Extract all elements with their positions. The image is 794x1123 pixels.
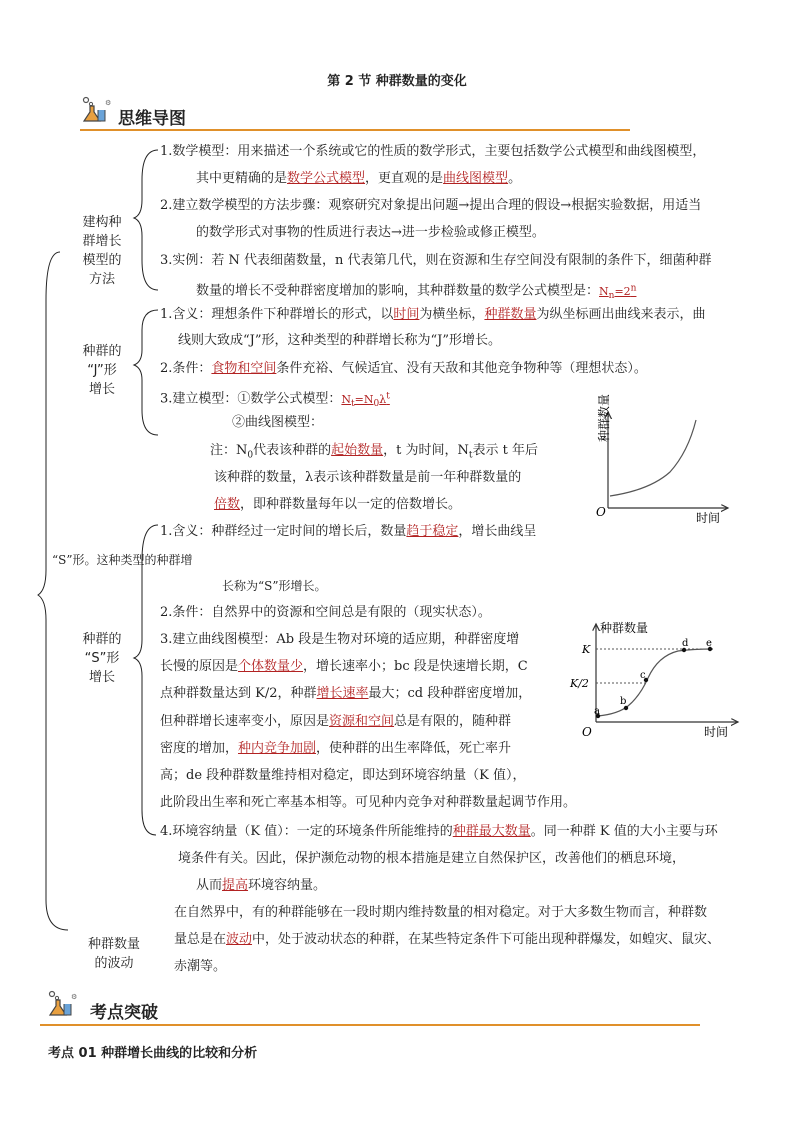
- model-item-1: 1.数学模型：用来描述一个系统或它的性质的数学形式，主要包括数学公式模型和曲线图模型，: [160, 144, 706, 159]
- text-span: 2.条件：: [160, 361, 212, 376]
- text-span: ，使种群的出生率降低，死亡率升: [316, 741, 512, 756]
- text-span: 但种群增长速率变小，原因是: [160, 714, 330, 729]
- j-item-1: [160, 305, 705, 325]
- s-item-1: [160, 522, 536, 542]
- s-item-1-cont2: 长称为“S”形增长。: [222, 579, 327, 593]
- superscript: t: [386, 391, 390, 401]
- s-item-1-cont: “S”形。这种类型的种群增: [52, 553, 193, 567]
- s-item-4-cont2: [196, 876, 326, 896]
- text-span: 从而: [196, 878, 223, 893]
- category-line: 方法: [88, 272, 115, 287]
- text-span: 。: [508, 171, 522, 186]
- formula-nt: [341, 391, 390, 409]
- text-span: 数量的增长不受种群密度增加的影响，其种群数量的数学公式模型是：: [196, 283, 600, 299]
- text-span: ，即种群数量每年以一定的倍数增长。: [240, 497, 462, 512]
- j-note-cont: 该种群的数量，λ表示该种群数量是前一年种群数量的: [214, 470, 522, 485]
- text-span: =2: [614, 284, 631, 298]
- category-line: 增长: [88, 670, 115, 685]
- k-label: K: [582, 643, 591, 656]
- category-line: “S”形: [84, 651, 120, 666]
- k2-label: K/2: [570, 677, 589, 690]
- answer-blank: 曲线图模型: [443, 171, 509, 186]
- label-a: a: [594, 706, 600, 717]
- j-note: [210, 441, 538, 466]
- svg-text:⚙: ⚙: [105, 99, 112, 107]
- model-item-2-cont: 的数学形式对事物的性质进行表达→进一步检验或修正模型。: [196, 225, 545, 240]
- j-chart-xlabel: 时间: [696, 511, 721, 525]
- j-curve-line: [610, 420, 696, 496]
- category-line: 的波动: [94, 956, 134, 971]
- category-line: 种群的: [82, 632, 122, 647]
- s-item-3: 3.建立曲线图模型：Ab 段是生物对环境的适应期，种群密度增: [160, 632, 520, 647]
- section-divider: [80, 129, 630, 131]
- answer-blank: 食物和空间: [211, 361, 277, 376]
- category-line: 种群数量: [87, 937, 140, 952]
- s-curve-chart: [568, 616, 748, 742]
- s-item-3-cont3: [160, 712, 511, 732]
- answer-blank: 时间: [393, 307, 420, 322]
- answer-blank: 种群数量: [484, 307, 537, 322]
- text-span: 1.含义：种群经过一定时间的增长后，数量: [160, 524, 407, 539]
- answer-blank: 增长速率: [316, 686, 369, 701]
- page-title: 第 2 节 种群数量的变化: [327, 74, 467, 89]
- subscript: n: [608, 290, 615, 301]
- text-span: N: [599, 284, 609, 298]
- category-line: 种群的: [82, 344, 122, 359]
- svg-text:⚙: ⚙: [71, 993, 78, 1001]
- text-span: ，增长速率小；bc 段是快速增长期，C: [303, 659, 528, 674]
- text-span: N: [341, 392, 352, 406]
- label-e: e: [706, 638, 712, 649]
- answer-blank: 数学公式模型: [287, 171, 366, 186]
- text-span: 最大；cd 段种群密度增加，: [368, 686, 532, 701]
- text-span: 其中更精确的是: [196, 171, 288, 186]
- s-item-3-cont2: [160, 684, 531, 704]
- answer-blank: 倍数: [214, 497, 241, 512]
- s-item-3-cont5: 高；de 段种群数量维持相对稳定，即达到环境容纳量（K 值），: [160, 768, 526, 783]
- subscript: 0: [247, 450, 254, 461]
- category-line: 建构种: [82, 215, 122, 230]
- flask-icon: [46, 990, 76, 1018]
- answer-blank: 种群最大数量: [452, 824, 531, 839]
- section-title-exam: 考点突破: [90, 1003, 158, 1023]
- category-model-method: [72, 213, 132, 289]
- answer-blank: 种内竞争加剧: [238, 741, 317, 756]
- kaodian-title: 考点 01 种群增长曲线的比较和分析: [48, 1046, 258, 1061]
- text-span: 1.含义：理想条件下种群增长的形式，以: [160, 307, 394, 322]
- text-span: 4.环境容纳量（K 值）：一定的环境条件所能维持的: [160, 824, 453, 839]
- flask-icon: [80, 96, 110, 124]
- model-item-3-cont: [196, 278, 636, 306]
- fluct-line-3: 赤潮等。: [174, 959, 227, 974]
- text-span: 。同一种群 K 值的大小主要与环: [530, 824, 718, 839]
- j-note-cont2: [214, 495, 461, 515]
- j-item-2: [160, 359, 647, 379]
- s-item-2: 2.条件：自然界中的资源和空间总是有限的（现实状态）。: [160, 605, 491, 620]
- j-chart-origin: O: [596, 505, 606, 519]
- s-item-3-cont4: [160, 739, 511, 759]
- answer-blank: 趋于稳定: [406, 524, 459, 539]
- text-span: =N: [354, 392, 374, 406]
- j-item-1-cont: 线则大致成“J”形，这种类型的种群增长称为“J”形增长。: [178, 333, 502, 348]
- answer-blank: 起始数量: [331, 443, 384, 458]
- answer-blank: 资源和空间: [329, 714, 395, 729]
- text-span: 环境容纳量。: [248, 878, 327, 893]
- category-line: 模型的: [82, 253, 122, 268]
- label-c: c: [640, 670, 646, 681]
- text-span: 为横坐标，: [419, 307, 485, 322]
- section-divider: [40, 1024, 700, 1026]
- answer-blank: 波动: [226, 932, 253, 947]
- j-chart-ylabel: 种群数量: [597, 393, 611, 442]
- text-span: 总是有限的，随种群: [394, 714, 512, 729]
- text-span: 为纵坐标画出曲线来表示，曲: [536, 307, 706, 322]
- s-item-4-cont: 境条件有关。因此，保护濒危动物的根本措施是建立自然保护区，改善他们的栖息环境，: [178, 851, 686, 866]
- text-span: 表示 t 年后: [472, 443, 539, 458]
- s-chart-xlabel: 时间: [704, 725, 729, 739]
- text-span: 点种群数量达到 K/2，种群: [160, 686, 317, 701]
- subscript: t: [351, 398, 355, 409]
- s-chart-ylabel: 种群数量: [600, 621, 649, 635]
- category-s-growth: [72, 630, 132, 687]
- subscript: 0: [373, 398, 380, 409]
- j-curve-model: ②曲线图模型：: [232, 415, 324, 430]
- j-item-3: [160, 386, 390, 414]
- text-span: ，增长曲线呈: [458, 524, 537, 539]
- s-chart-origin: O: [582, 725, 592, 739]
- text-span: λ: [379, 392, 387, 406]
- text-span: 量总是在: [174, 932, 227, 947]
- j-curve-chart: [590, 393, 740, 530]
- category-fluctuation: [78, 935, 150, 973]
- answer-blank: 提高: [222, 878, 249, 893]
- label-d: d: [682, 638, 689, 649]
- s-item-4: [160, 822, 718, 842]
- s-curve-line: [598, 649, 713, 716]
- subscript: t: [468, 450, 473, 461]
- category-line: “J”形: [87, 363, 117, 378]
- text-span: 注：N: [210, 443, 248, 458]
- text-span: 条件充裕、气候适宜、没有天敌和其他竞争物种等（理想状态）。: [276, 361, 647, 376]
- superscript: n: [630, 283, 637, 293]
- text-span: 密度的增加，: [160, 741, 239, 756]
- text-span: 中，处于波动状态的种群，在某些特定条件下可能出现种群爆发，如蝗灾、鼠灾、: [252, 932, 721, 947]
- model-item-2: 2.建立数学模型的方法步骤：观察研究对象提出问题→提出合理的假设→根据实验数据，用适当: [160, 198, 702, 213]
- fluct-line-1: 在自然界中，有的种群能够在一段时期内维持数量的相对稳定。对于大多数生物而言，种群数: [174, 905, 708, 920]
- section-title-mindmap: 思维导图: [118, 109, 186, 129]
- answer-blank: 个体数量少: [238, 659, 304, 674]
- fluct-line-2: [174, 930, 720, 950]
- formula-nn: [599, 283, 637, 301]
- text-span: 长慢的原因是: [160, 659, 239, 674]
- s-item-3-cont6: 此阶段出生率和死亡率基本相等。可见种内竞争对种群数量起调节作用。: [160, 795, 577, 810]
- category-line: 群增长: [82, 234, 122, 249]
- text-span: ，更直观的是: [365, 171, 444, 186]
- category-j-growth: [72, 342, 132, 399]
- text-span: ，t 为时间，N: [383, 443, 469, 458]
- s-item-3-cont1: [160, 657, 528, 677]
- category-line: 增长: [88, 382, 115, 397]
- model-item-3: 3.实例：若 N 代表细菌数量，n 代表第几代，则在资源和生存空间没有限制的条件下，细菌种群: [160, 253, 712, 268]
- model-item-1-cont: [196, 169, 521, 189]
- text-span: 代表该种群的: [253, 443, 332, 458]
- label-b: b: [620, 696, 627, 707]
- text-span: 3.建立模型：①数学公式模型：: [160, 391, 342, 407]
